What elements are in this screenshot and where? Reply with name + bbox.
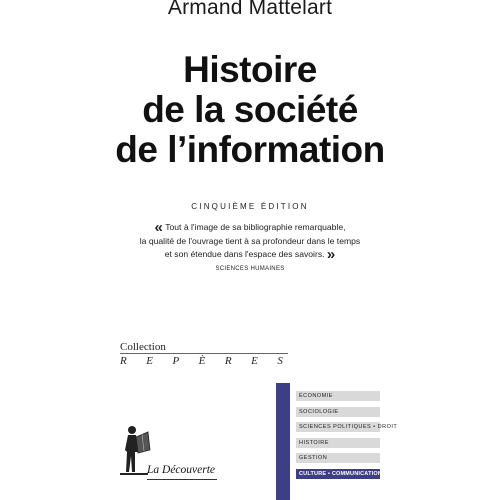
quote-text-1: Tout à l'image de sa bibliographie remarquable, xyxy=(165,222,346,232)
category-sciences-politiques: SCIENCES POLITIQUES • DROIT xyxy=(296,422,380,432)
book-title xyxy=(0,50,500,170)
collection-divider xyxy=(120,353,288,354)
review-quote xyxy=(120,221,380,276)
collection-name: REPÈRES xyxy=(120,355,303,367)
quote-text-3: et son étendue dans l'espace des savoirs. xyxy=(164,249,325,259)
category-histoire: HISTOIRE xyxy=(296,438,380,448)
collection-label: Collection xyxy=(120,341,166,353)
category-economie: ÉCONOMIE xyxy=(296,391,380,401)
category-list xyxy=(296,391,398,484)
publisher-name: La Découverte xyxy=(147,464,216,476)
open-quote-mark: « xyxy=(154,219,163,236)
quote-line-3 xyxy=(120,248,380,262)
title-line-2: de la société xyxy=(142,89,358,130)
category-gestion: GESTION xyxy=(296,453,380,463)
quote-line-1 xyxy=(120,221,380,235)
quote-line-2: la qualité de l'ouvrage tient à sa profondeur dans le temps xyxy=(139,235,361,246)
title-line-1: Histoire xyxy=(183,49,317,90)
quote-source: SCIENCES HUMAINES xyxy=(215,265,285,272)
publisher-underline xyxy=(147,479,217,480)
edition-label: CINQUIÈME ÉDITION xyxy=(191,202,309,211)
category-culture-communication: CULTURE • COMMUNICATION xyxy=(296,469,380,479)
close-quote-mark: » xyxy=(326,246,336,263)
author-name: Armand Mattelart xyxy=(167,0,333,19)
category-sociologie: SOCIOLOGIE xyxy=(296,407,380,417)
title-line-3: de l’information xyxy=(115,129,385,170)
collection-color-band xyxy=(276,383,290,500)
